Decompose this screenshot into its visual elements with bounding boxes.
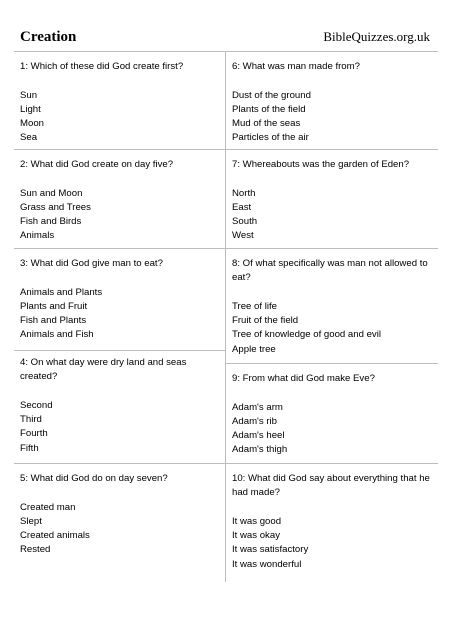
answer-8b: Fruit of the field xyxy=(232,315,299,327)
question-block-10 xyxy=(226,464,438,582)
left-column xyxy=(14,52,225,582)
answer-3a: Animals and Plants xyxy=(20,286,103,298)
answer-4c: Fourth xyxy=(20,428,48,440)
answer-6a: Dust of the ground xyxy=(232,89,311,101)
answer-1c: Moon xyxy=(20,118,44,130)
question-block-6 xyxy=(226,52,438,150)
question-8: 8: Of what specifically was man not allowed to eat? xyxy=(232,258,428,284)
answer-3b: Plants and Fruit xyxy=(20,300,88,312)
answer-5a: Created man xyxy=(20,501,76,513)
answer-10a: It was good xyxy=(232,515,282,527)
answer-8d: Apple tree xyxy=(232,343,276,355)
answer-4a: Second xyxy=(20,399,53,411)
answer-1d: Sea xyxy=(20,132,38,144)
question-block-3 xyxy=(14,249,225,351)
answer-1a: Sun xyxy=(20,89,38,101)
answer-9b: Adam's rib xyxy=(232,415,278,427)
answer-2a: Sun and Moon xyxy=(20,187,83,199)
answer-5c: Created animals xyxy=(20,530,90,542)
answer-3d: Animals and Fish xyxy=(20,329,94,341)
answer-10c: It was satisfactory xyxy=(232,544,309,556)
answer-6d: Particles of the air xyxy=(232,132,309,144)
answer-7b: East xyxy=(232,201,252,213)
answer-6c: Mud of the seas xyxy=(232,118,301,130)
question-4: 4: On what day were dry land and seas created? xyxy=(20,357,187,383)
question-7: 7: Whereabouts was the garden of Eden? xyxy=(232,159,410,170)
answer-4b: Third xyxy=(20,414,42,426)
question-block-1 xyxy=(14,52,225,150)
answer-7d: West xyxy=(232,230,254,242)
question-2: 2: What did God create on day five? xyxy=(20,159,174,170)
question-block-8 xyxy=(226,249,438,364)
answer-10b: It was okay xyxy=(232,530,280,542)
answer-10d: It was wonderful xyxy=(232,558,302,570)
answer-1b: Light xyxy=(20,103,41,115)
question-block-5 xyxy=(14,464,225,582)
answer-5d: Rested xyxy=(20,544,51,556)
answer-4d: Fifth xyxy=(20,442,39,454)
answer-7c: South xyxy=(232,216,258,228)
quiz-grid xyxy=(14,51,438,582)
answer-2b: Grass and Trees xyxy=(20,201,91,213)
site-name: BibleQuizzes.org.uk xyxy=(323,29,430,44)
question-5: 5: What did God do on day seven? xyxy=(20,473,168,484)
question-6: 6: What was man made from? xyxy=(232,61,360,72)
answer-7a: North xyxy=(232,187,256,199)
right-column xyxy=(226,52,438,582)
question-3: 3: What did God give man to eat? xyxy=(20,258,163,269)
answer-2d: Animals xyxy=(20,230,55,242)
answer-9c: Adam's heel xyxy=(232,430,285,442)
answer-8a: Tree of life xyxy=(232,300,277,312)
answer-8c: Tree of knowledge of good and evil xyxy=(232,329,381,341)
answer-2c: Fish and Birds xyxy=(20,216,82,228)
answer-9a: Adam's arm xyxy=(232,401,283,413)
answer-9d: Adam's thigh xyxy=(232,444,288,456)
question-block-2 xyxy=(14,150,225,249)
answer-6b: Plants of the field xyxy=(232,103,306,115)
question-10: 10: What did God say about everything that he had made? xyxy=(232,473,430,499)
question-1: 1: Which of these did God create first? xyxy=(20,61,184,72)
question-block-9 xyxy=(226,364,438,464)
question-9: 9: From what did God make Eve? xyxy=(232,373,375,384)
question-block-4 xyxy=(14,351,225,464)
answer-5b: Slept xyxy=(20,515,42,527)
page-title: Creation xyxy=(20,29,77,45)
question-block-7 xyxy=(226,150,438,249)
answer-3c: Fish and Plants xyxy=(20,315,87,327)
